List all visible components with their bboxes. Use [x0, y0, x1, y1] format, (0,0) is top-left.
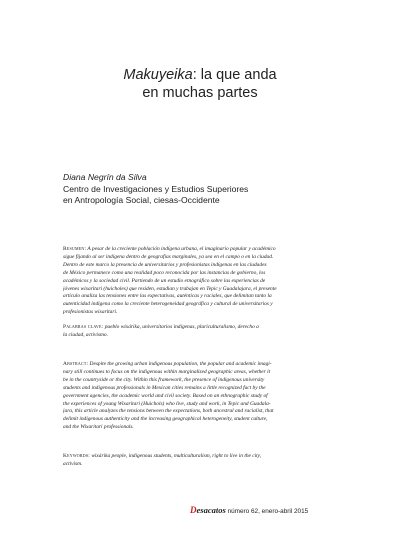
keywords-section — [63, 453, 347, 469]
affiliation-line-1: Centro de Investigaciones y Estudios Superiores — [63, 183, 249, 194]
resumen-label: Resumen: — [63, 246, 87, 252]
abstract-line — [63, 385, 347, 393]
abstract-label: Abstract: — [63, 361, 89, 367]
abstract-line-text: Despite the growing urban indigenous population, the popular and academic imagi- — [88, 361, 272, 367]
palabras-label: Palabras clave: — [63, 324, 104, 330]
abstract-line — [63, 416, 347, 424]
footer — [190, 505, 308, 515]
title-italic-word: Makuyeika — [123, 67, 193, 83]
resumen-line — [63, 270, 347, 278]
palabras-clave-section — [63, 324, 347, 340]
abstract-line — [63, 369, 347, 377]
abstract-line-text: be in the countryside or the city. Within this framework, the presence of indigenous university — [63, 376, 265, 383]
resumen-line — [63, 286, 347, 294]
abstract-line — [63, 401, 347, 409]
journal-logo-rest: esacatos — [196, 505, 226, 515]
resumen-line — [63, 246, 347, 254]
abstract-line-text: government agencies, the academic world and civil society. Based on an ethnographic study of — [63, 392, 268, 399]
abstract-line — [63, 424, 347, 432]
title-line-2: en muchas partes — [142, 85, 258, 101]
abstract-line — [63, 377, 347, 385]
abstract-line-text: students and indigenous professionals in Mexican cities remains a little recognized fact by the — [63, 384, 266, 391]
resumen-line-text: académicos y la sociedad civil. Partiendo de un estudio etnográfico sobre las experiencias de — [63, 277, 266, 284]
keywords-line-text: activism. — [63, 460, 83, 467]
palabras-line — [63, 332, 347, 340]
abstract-section — [63, 361, 347, 432]
keywords-label: Keywords: — [63, 453, 90, 459]
abstract-line — [63, 408, 347, 416]
abstract-line-text: and the Wixaritari professionals. — [63, 424, 134, 431]
resumen-line — [63, 278, 347, 286]
palabras-line-text: la ciudad, activismo. — [63, 331, 108, 338]
resumen-line-text: artículo analiza las tensiones entre las expectativas, auténticas y raciales, que delimitan tanto la — [63, 293, 272, 300]
resumen-line-text: autenticidad indígena como la creciente heterogeneidad geográfica y cultural de universitarios y — [63, 301, 273, 308]
author-block — [63, 172, 248, 207]
abstract-line — [63, 361, 347, 369]
keywords-line — [63, 461, 347, 469]
resumen-line — [63, 309, 347, 317]
resumen-line — [63, 262, 347, 270]
keywords-line-text: wixárika people, indigenous students, multiculturalism, right to live in the city, — [89, 453, 262, 459]
issue-info: número 62, enero-abril 2015 — [227, 508, 309, 515]
title-line-1 — [0, 66, 400, 84]
abstract-line-text: jara, this article analyzes the tensions between the expectations, both ancestral and racialist, that — [63, 408, 274, 415]
keywords-line — [63, 453, 347, 461]
affiliation-line-2: en Antropología Social, ciesas-Occidente — [63, 195, 220, 205]
resumen-line-text: profesionistas wixaritari. — [63, 309, 118, 316]
resumen-line — [63, 254, 347, 262]
resumen-section — [63, 246, 347, 317]
abstract-line-text: the experiences of young Wixaritari (Huichols) who live, study and work, in Tepic and Guadala- — [63, 400, 271, 407]
resumen-line-text: A pesar de la creciente población indígena urbana, el imaginario popular y académico — [86, 246, 276, 252]
resumen-line — [63, 301, 347, 309]
resumen-line — [63, 293, 347, 301]
abstract-line-text: nary still continues to focus on the indigenous within marginalized geographic areas, whether it — [63, 368, 271, 375]
palabras-line-text: pueblo wixárika, universitarios indígenas, pluriculturalismo, derecho a — [103, 324, 259, 330]
resumen-line-text: jóvenes wixaritari (huicholes) que residen, estudian y trabajan en Tepic y Guadalajara, el presente — [63, 285, 277, 292]
resumen-line-text: Dentro de este marco la presencia de universitarios y profesionistas indígenas en las ciudades — [63, 261, 267, 268]
abstract-line-text: delimit indigenous authenticity and the increasing geographical heterogeneity, student culture, — [63, 416, 268, 423]
article-title — [0, 66, 400, 102]
title-line-1-rest: : la que anda — [192, 67, 277, 83]
resumen-line-text: sigue fijando al ser indígena dentro de geografías marginales, ya sea en el campo o en la ciudad. — [63, 253, 274, 260]
journal-logo — [190, 505, 226, 515]
author-name: Diana Negrín da Silva — [63, 172, 147, 182]
journal-logo-initial: D — [190, 505, 197, 515]
abstract-line — [63, 393, 347, 401]
resumen-line-text: de México permanece como una realidad poco reconocida por las instancias de gobierno, los — [63, 269, 266, 276]
palabras-line — [63, 324, 347, 332]
